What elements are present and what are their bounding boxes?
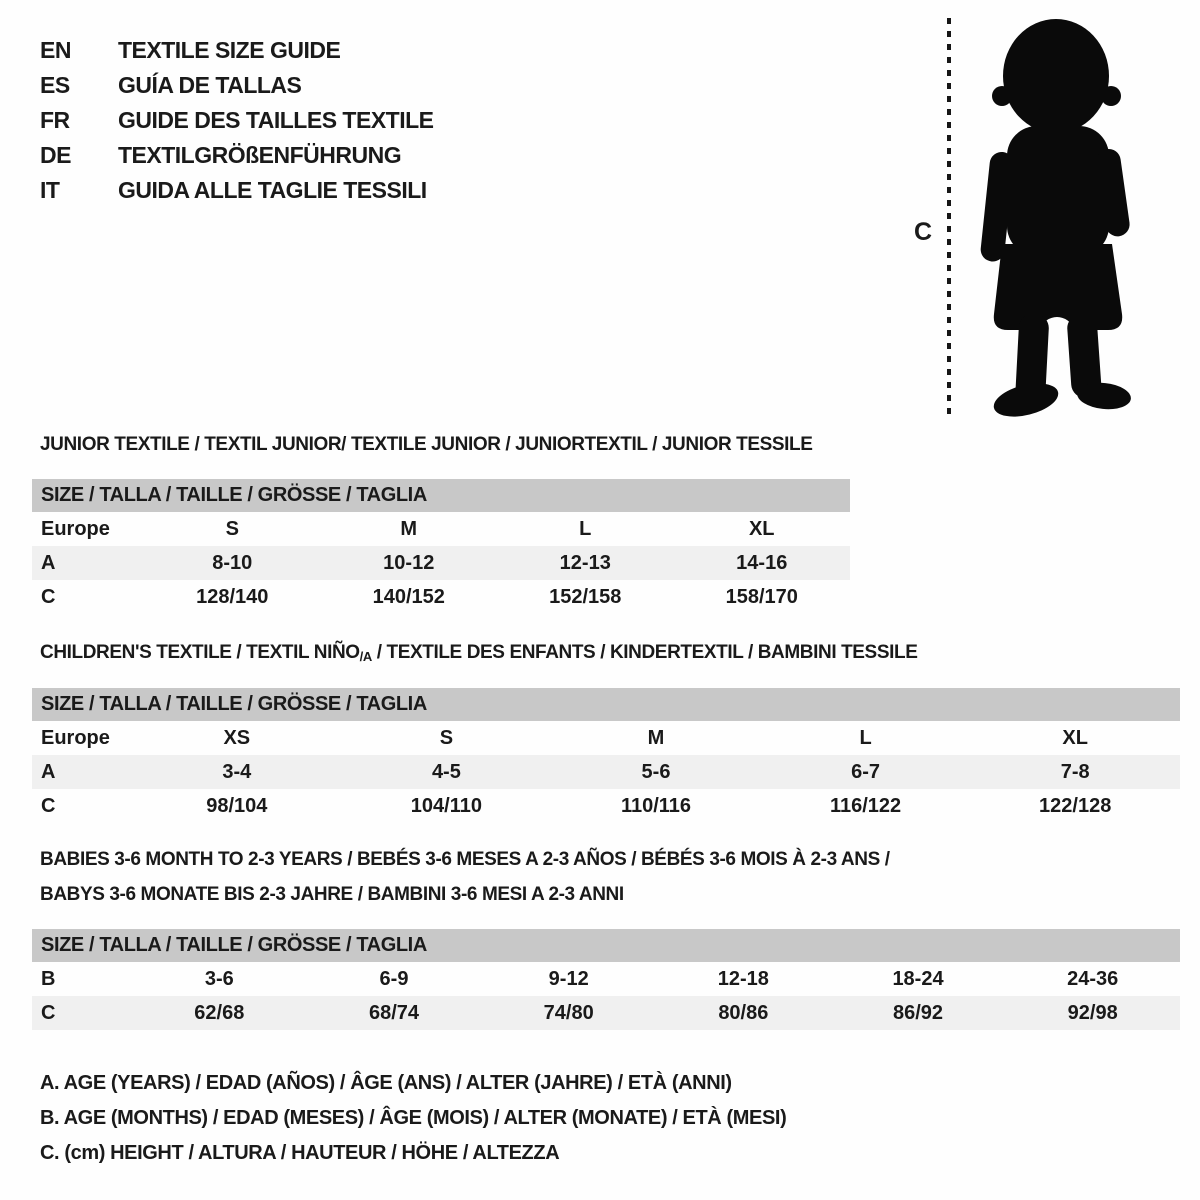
cell: 128/140: [196, 585, 269, 608]
row-label: Europe: [41, 726, 110, 749]
junior-section-title: JUNIOR TEXTILE / TEXTIL JUNIOR/ TEXTILE JUNIOR / JUNIORTEXTIL / JUNIOR TESSILE: [40, 434, 813, 455]
table-row-europe: [32, 721, 1180, 755]
height-measure-label: C: [914, 218, 933, 246]
language-row-fr: [40, 103, 434, 138]
cell: 12-18: [717, 967, 769, 990]
size-header-bar: SIZE / TALLA / TAILLE / GRÖSSE / TAGLIA: [32, 688, 1180, 721]
cell: 7-8: [1060, 760, 1090, 783]
babies-size-table: [32, 929, 1180, 1030]
cell: M: [647, 726, 665, 749]
legend-line-b: B. AGE (MONTHS) / EDAD (MESES) / ÂGE (MOIS) / ALTER (MONATE) / ETÀ (MESI): [40, 1107, 787, 1129]
cell: 18-24: [892, 967, 944, 990]
cell: XS: [223, 726, 251, 749]
cell: 140/152: [372, 585, 445, 608]
cell: 74/80: [543, 1001, 594, 1024]
language-row-it: [40, 173, 434, 208]
table-row-height: [32, 996, 1180, 1030]
cell: 10-12: [383, 551, 435, 574]
language-title-list: [40, 33, 434, 208]
cell: 9-12: [548, 967, 589, 990]
cell: 152/158: [549, 585, 622, 608]
children-section-title: [40, 642, 917, 664]
table-row-age: [32, 755, 1180, 789]
cell: 3-6: [204, 967, 234, 990]
cell: 8-10: [212, 551, 253, 574]
cell: M: [400, 517, 418, 540]
cell: 14-16: [736, 551, 788, 574]
legend-line-a: A. AGE (YEARS) / EDAD (AÑOS) / ÂGE (ANS) / ALTER (JAHRE) / ETÀ (ANNI): [40, 1072, 732, 1094]
cell: L: [859, 726, 872, 749]
language-title: GUIDA ALLE TAGLIE TESSILI: [118, 177, 427, 203]
cell: 62/68: [194, 1001, 245, 1024]
babies-section-title-line1: BABIES 3-6 MONTH TO 2-3 YEARS / BEBÉS 3-6 MESES A 2-3 AÑOS / BÉBÉS 3-6 MOIS À 2-3 ANS /: [40, 849, 890, 870]
cell: XL: [1062, 726, 1088, 749]
language-code: ES: [40, 72, 70, 98]
cell: 5-6: [641, 760, 671, 783]
legend-line-c: C. (cm) HEIGHT / ALTURA / HAUTEUR / HÖHE / ALTEZZA: [40, 1142, 560, 1164]
cell: L: [579, 517, 592, 540]
cell: 92/98: [1067, 1001, 1118, 1024]
size-header-bar: SIZE / TALLA / TAILLE / GRÖSSE / TAGLIA: [32, 479, 850, 512]
row-label: C: [41, 585, 56, 608]
table-row-age: [32, 546, 850, 580]
cell: 122/128: [1039, 794, 1112, 817]
row-label: C: [41, 1001, 56, 1024]
cell: 6-7: [851, 760, 881, 783]
cell: 80/86: [718, 1001, 769, 1024]
language-code: DE: [40, 142, 71, 168]
height-measure-figure: [900, 12, 1180, 427]
measure-legend: [40, 1066, 786, 1171]
language-code: EN: [40, 37, 71, 63]
cell: 116/122: [829, 794, 902, 817]
table-row-height: [32, 789, 1180, 823]
cell: 158/170: [725, 585, 798, 608]
cell: 104/110: [410, 794, 482, 817]
toddler-silhouette-icon: [964, 16, 1144, 421]
cell: 4-5: [431, 760, 461, 783]
cell: S: [439, 726, 454, 749]
children-title-sub: /A: [359, 649, 372, 664]
cell: XL: [748, 517, 775, 540]
row-label: A: [41, 551, 56, 574]
language-title: GUIDE DES TAILLES TEXTILE: [118, 107, 434, 133]
size-header-bar: SIZE / TALLA / TAILLE / GRÖSSE / TAGLIA: [32, 929, 1180, 962]
cell: 98/104: [206, 794, 268, 817]
table-row-months: [32, 962, 1180, 996]
language-title: TEXTILE SIZE GUIDE: [118, 37, 341, 63]
cell: 3-4: [222, 760, 252, 783]
row-label: A: [41, 760, 56, 783]
children-size-table: [32, 688, 1180, 823]
cell: 110/116: [620, 794, 692, 817]
language-code: IT: [40, 177, 60, 203]
row-label: C: [41, 794, 56, 817]
language-row-es: [40, 68, 434, 103]
language-code: FR: [40, 107, 70, 133]
cell: 6-9: [379, 967, 409, 990]
junior-size-table: [32, 479, 850, 614]
table-row-europe: [32, 512, 850, 546]
babies-section-title-line2: BABYS 3-6 MONATE BIS 2-3 JAHRE / BAMBINI 3-6 MESI A 2-3 ANNI: [40, 884, 624, 905]
cell: S: [225, 517, 239, 540]
language-title: GUÍA DE TALLAS: [118, 72, 302, 98]
row-label: B: [41, 967, 56, 990]
table-row-height: [32, 580, 850, 614]
children-title-prefix: CHILDREN'S TEXTILE / TEXTIL NIÑO: [40, 642, 360, 663]
cell: 12-13: [559, 551, 611, 574]
language-row-en: [40, 33, 434, 68]
cell: 86/92: [892, 1001, 944, 1024]
cell: 68/74: [368, 1001, 420, 1024]
row-label: Europe: [41, 517, 110, 540]
height-dashed-line: [947, 18, 951, 420]
cell: 24-36: [1067, 967, 1119, 990]
language-row-de: [40, 138, 434, 173]
children-title-suffix: / TEXTILE DES ENFANTS / KINDERTEXTIL / BAMBINI TESSILE: [371, 642, 918, 663]
language-title: TEXTILGRÖßENFÜHRUNG: [118, 142, 402, 168]
